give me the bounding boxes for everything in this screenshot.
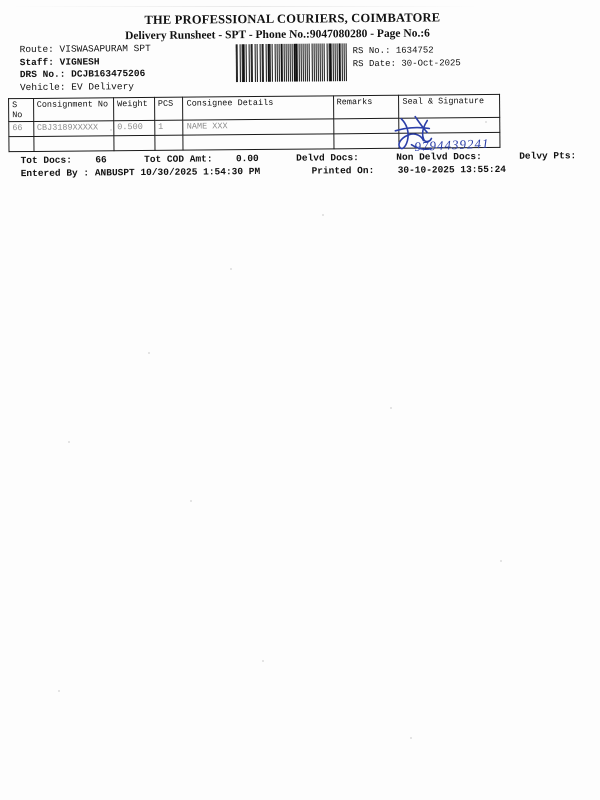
rs-date-value: 30-Oct-2025 (401, 58, 461, 69)
scan-speckle (322, 214, 324, 216)
column-header-seal: Seal & Signature (399, 94, 500, 118)
column-header-weight: Weight (114, 97, 155, 120)
non-delvd-docs-label: Non Delvd Docs: (396, 151, 482, 163)
tot-cod-label: Tot COD Amt: (144, 153, 213, 165)
cell-consignee: NAME XXX (183, 119, 333, 135)
route-line (20, 43, 151, 57)
column-header-pcs: PCS (154, 97, 183, 120)
scan-speckle (58, 690, 60, 692)
printed-on-label: Printed On: (311, 164, 375, 177)
column-header-remarks: Remarks (333, 95, 399, 119)
cell-sno: 66 (9, 121, 34, 136)
scan-speckle (190, 500, 192, 502)
vehicle-value: EV Delivery (71, 80, 135, 93)
vehicle-line (20, 80, 151, 94)
footer-row (9, 164, 509, 179)
column-header-consignee: Consignee Details (183, 96, 333, 120)
route-label: Route: (19, 43, 54, 56)
runsheet-document (7, 6, 577, 180)
rs-date-label: RS Date: (352, 58, 397, 70)
entered-by-label: Entered By : (20, 167, 90, 180)
barcode (236, 43, 348, 82)
cell-consignment: CBJ3189XXXXX (33, 121, 114, 137)
scan-speckle (110, 129, 112, 131)
scan-speckle (262, 660, 264, 662)
delvd-docs-label: Delvd Docs: (296, 152, 359, 164)
entered-by-value: ANBUSPT 10/30/2025 1:54:30 PM (94, 165, 261, 179)
scan-speckle (390, 407, 392, 409)
column-header-consignment: Consignment No (33, 98, 114, 122)
staff-value: VIGNESH (59, 55, 100, 68)
rs-no-label: RS No.: (352, 45, 391, 57)
tot-docs-value: 66 (95, 154, 107, 166)
staff-line (20, 55, 151, 69)
drs-line (20, 68, 151, 82)
scan-speckle (485, 121, 487, 123)
staff-label: Staff: (19, 56, 54, 68)
printed-on-value: 30-10-2025 13:55:24 (397, 163, 507, 176)
header-left-details (20, 43, 152, 94)
route-value: VISWASAPURAM SPT (59, 42, 151, 55)
scan-speckle (68, 441, 70, 443)
rs-no-value: 1634752 (395, 45, 434, 56)
cell-pcs: 1 (155, 120, 184, 135)
tot-cod-value: 0.00 (235, 152, 259, 165)
tot-docs-label: Tot Docs: (20, 154, 72, 167)
header-right-details (353, 44, 461, 71)
cell-consignee (183, 134, 333, 150)
drs-value: DCJB163475206 (71, 67, 146, 80)
rs-no-line (353, 44, 461, 58)
column-header-sno: S No (9, 98, 34, 121)
scan-speckle (230, 268, 232, 270)
scan-speckle (148, 352, 150, 354)
cell-weight: 0.500 (114, 120, 155, 135)
company-title: THE PROFESSIONAL COURIERS, COIMBATORE (144, 10, 441, 27)
cell-pcs (155, 135, 184, 150)
cell-remarks (333, 118, 399, 134)
cell-consignment (33, 136, 114, 152)
document-subtitle: Delivery Runsheet - SPT - Phone No.:9047080280 - Page No.:6 (125, 27, 430, 43)
vehicle-label: Vehicle: (19, 81, 66, 93)
scan-speckle (500, 560, 502, 562)
drs-label: DRS No.: (19, 68, 66, 81)
header-block (8, 40, 508, 96)
delvy-pts-label: Delvy Pts: (519, 150, 577, 162)
cell-remarks (333, 133, 399, 149)
scan-speckle (410, 737, 412, 739)
cell-seal (399, 117, 500, 133)
handwritten-phone-number: 9794439241 (414, 135, 490, 154)
cell-sno (9, 136, 34, 151)
rs-date-line (353, 57, 461, 71)
cell-weight (114, 135, 155, 150)
